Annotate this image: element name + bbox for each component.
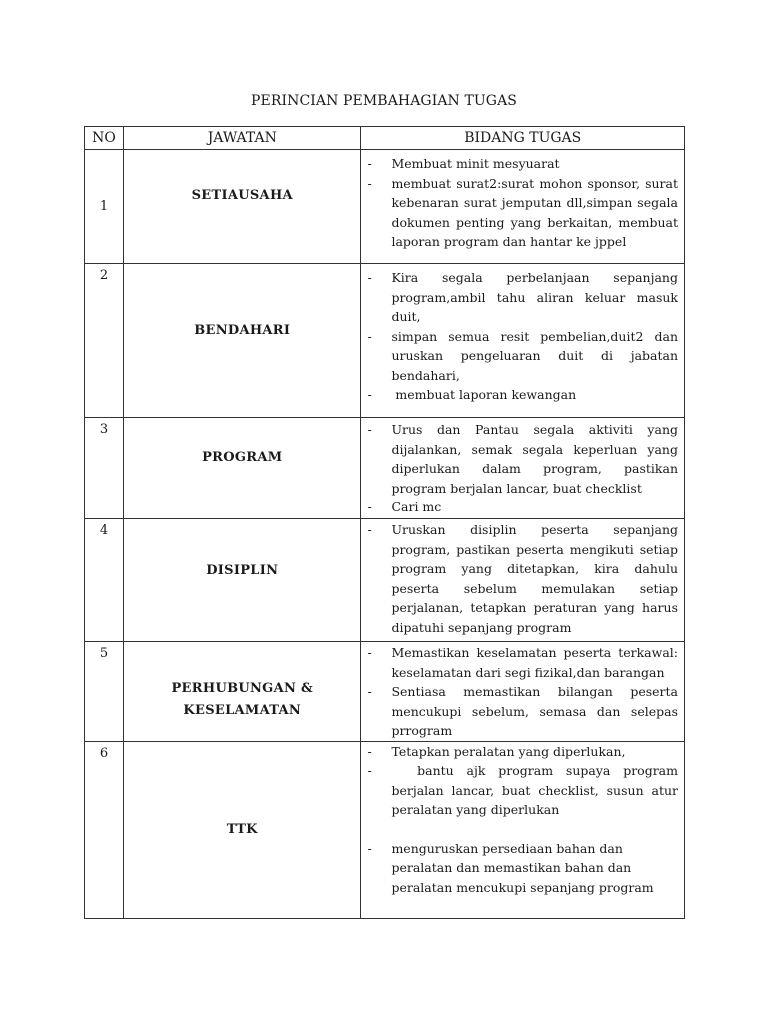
row-number: 5 [85,642,124,742]
header-bidang-tugas: BIDANG TUGAS [361,127,685,150]
duties-list [361,150,684,252]
duty-item: - bantu ajk program supaya program berjalan lancar, buat checklist, susun atur peralatan yang diperlukan [391,761,678,820]
row-number: 1 [85,150,124,264]
row-number: 6 [85,741,124,918]
role-name [124,642,361,742]
duty-item: - Kira segala perbelanjaan sepanjang program,ambil tahu aliran keluar masuk duit, [391,268,678,327]
role-name: BENDAHARI [124,264,361,418]
duty-item: - Cari mc [391,498,678,515]
duty-item: - membuat laporan kewangan [391,385,678,405]
role-name-line: KESELAMATAN [183,703,302,719]
duties-cell [361,150,685,264]
duty-item: - Urus dan Pantau segala aktiviti yang dijalankan, semak segala keperluan yang diperlukan dalam program, pastikan program berjalan lancar, buat checklist [391,420,678,498]
duty-item: - menguruskan persediaan bahan dan peralatan dan memastikan bahan dan peralatan mencukupi sepanjang program [391,839,678,898]
duties-cell [361,741,685,918]
duty-item: - Memastikan keselamatan peserta terkawal: keselamatan dari segi fizikal,dan barangan [391,643,678,682]
duties-list [361,519,684,637]
task-table [84,126,685,919]
duties-list [361,264,684,405]
duty-item: - simpan semua resit pembelian,duit2 dan uruskan pengeluaran duit di jabatan bendahari, [391,327,678,386]
duties-list [361,642,684,741]
page-title: PERINCIAN PEMBAHAGIAN TUGAS [251,93,517,109]
duty-item: - Uruskan disiplin peserta sepanjang program, pastikan peserta mengikuti setiap program yang ditetapkan, kira dahulu peserta sebelum memulakan setiap perjalanan, tetapkan peraturan yang harus dipatuhi sepanjang program [391,520,678,637]
table-row [85,642,685,742]
header-jawatan: JAWATAN [124,127,361,150]
header-no: NO [85,127,124,150]
duty-item: - Tetapkan peralatan yang diperlukan, [391,742,678,762]
duties-list [361,418,684,515]
duties-list [361,742,684,898]
duties-cell [361,418,685,519]
role-name: DISIPLIN [124,519,361,642]
table-row [85,264,685,418]
duties-cell [361,264,685,418]
duty-item: - membuat surat2:surat mohon sponsor, surat kebenaran surat jemputan dll,simpan segala dokumen penting yang berkaitan, membuat laporan program dan hantar ke jppel [391,174,678,252]
table-row [85,418,685,519]
table-row [85,519,685,642]
row-number: 4 [85,519,124,642]
role-name: PROGRAM [124,418,361,519]
duty-item: - Membuat minit mesyuarat [391,154,678,174]
row-number: 3 [85,418,124,519]
role-name-line: PERHUBUNGAN & [171,681,314,697]
role-name: TTK [124,741,361,918]
duties-cell [361,519,685,642]
role-name: SETIAUSAHA [124,150,361,264]
duties-cell [361,642,685,742]
table-header-row [85,127,685,150]
table-row [85,150,685,264]
row-number: 2 [85,264,124,418]
duty-item: - Sentiasa memastikan bilangan peserta mencukupi sebelum, semasa dan selepas prrogram [391,682,678,741]
table-row [85,741,685,918]
